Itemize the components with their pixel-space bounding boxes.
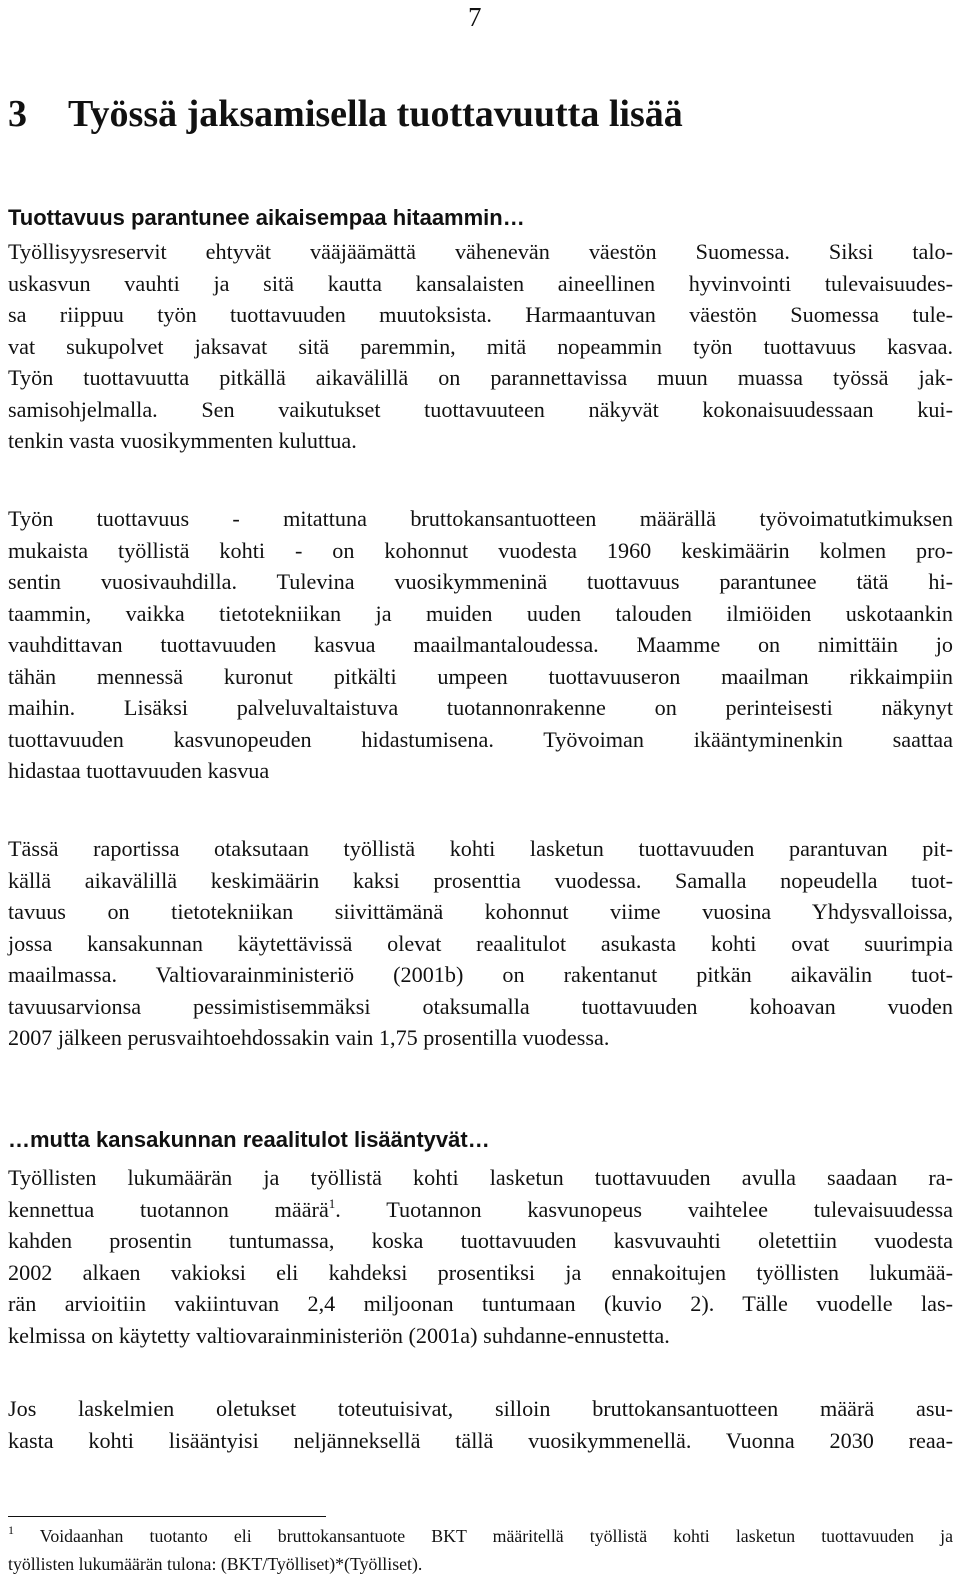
paragraph-2	[8, 503, 953, 787]
footnote-text: Voidaanhan tuotanto eli bruttokansantuote BKT määritellä työllistä kohti lasketun tuottavuuden ja	[14, 1526, 953, 1546]
footnote-reference[interactable]: 1	[328, 1195, 336, 1211]
paragraph-1	[8, 236, 953, 457]
paragraph-line: rän arvioitiin vakiintuvan 2,4 miljoonan tuntumaan (kuvio 2). Tälle vuodelle las-	[8, 1291, 953, 1316]
paragraph-line: tuottavuuden kasvunopeuden hidastumisena. Työvoiman ikääntyminenkin saattaa	[8, 726, 953, 752]
paragraph-line: Työllisyysreservit ehtyvät vääjäämättä vähenevän väestön Suomessa. Siksi talo-	[8, 239, 953, 264]
paragraph-line: Työllisten lukumäärän ja työllistä kohti lasketun tuottavuuden avulla saadaan ra-	[8, 1165, 953, 1190]
paragraph-line: taammin, vaikka tietotekniikan ja muiden uuden talouden ilmiöiden uskotaankin	[8, 600, 953, 626]
footnote	[8, 1522, 953, 1578]
chapter-number: 3	[8, 93, 27, 135]
paragraph-line: uskasvun vauhti ja sitä kautta kansalaisten aineellinen hyvinvointi tulevaisuudes-	[8, 270, 953, 296]
paragraph-5	[8, 1393, 953, 1456]
paragraph-line: maihin. Lisäksi palveluvaltaistuva tuotannonrakenne on perinteisesti näkynyt	[8, 695, 953, 720]
paragraph-line: maailmassa. Valtiovarainministeriö (2001b) on rakentanut pitkän aikavälin tuot-	[8, 962, 953, 987]
paragraph-4	[8, 1162, 953, 1351]
paragraph-line: Jos laskelmien oletukset toteutuisivat, silloin bruttokansantuotteen määrä asu-	[8, 1396, 953, 1421]
paragraph-line: samisohjelmalla. Sen vaikutukset tuottavuuteen näkyvät kokonaisuudessaan kui-	[8, 396, 953, 422]
chapter-title-text: Työssä jaksamisella tuottavuutta lisää	[68, 93, 683, 135]
paragraph-line: kahden prosentin tuntumassa, koska tuottavuuden kasvuvauhti oletettiin vuodesta	[8, 1228, 953, 1253]
line-text: kennettua tuotannon määrä	[8, 1196, 329, 1222]
section-heading-productivity: Tuottavuus parantunee aikaisempaa hitaammin…	[8, 205, 525, 230]
paragraph-line: Työn tuottavuus - mitattuna bruttokansantuotteen määrällä työvoimatutkimuksen	[8, 506, 953, 531]
section-heading-real-income: …mutta kansakunnan reaalitulot lisääntyvät…	[8, 1127, 490, 1152]
paragraph-line: Tässä raportissa otaksutaan työllistä kohti lasketun tuottavuuden parantuvan pit-	[8, 836, 953, 861]
paragraph-line: mukaista työllistä kohti - on kohonnut vuodesta 1960 keskimäärin kolmen pro-	[8, 537, 953, 563]
paragraph-line: källä aikavälillä keskimäärin kaksi prosenttia vuodessa. Samalla nopeudella tuot-	[8, 867, 953, 893]
paragraph-line-with-footnote	[8, 1194, 953, 1226]
footnote-divider	[8, 1516, 326, 1517]
chapter-title	[8, 92, 683, 136]
paragraph-line: jossa kansakunnan käytettävissä olevat reaalitulot asukasta kohti ovat suurimpia	[8, 930, 953, 956]
paragraph-line: tavuus on tietotekniikan siivittämänä kohonnut viime vuosina Yhdysvalloissa,	[8, 899, 953, 924]
footnote-line	[8, 1522, 953, 1550]
paragraph-line: vat sukupolvet jaksavat sitä paremmin, mitä nopeammin työn tuottavuus kasvaa.	[8, 333, 953, 359]
footnote-line: työllisten lukumäärän tulona: (BKT/Työlliset)*(Työlliset).	[8, 1554, 423, 1574]
paragraph-3	[8, 833, 953, 1054]
paragraph-line: kelmissa on käytetty valtiovarainministeriön (2001a) suhdanne-ennustetta.	[8, 1322, 670, 1348]
paragraph-line: 2007 jälkeen perusvaihtoehdossakin vain 1,75 prosentilla vuodessa.	[8, 1025, 610, 1050]
footnote-marker: 1	[8, 1523, 14, 1537]
paragraph-line: hidastaa tuottavuuden kasvua	[8, 758, 270, 783]
paragraph-line: tenkin vasta vuosikymmenten kuluttua.	[8, 428, 357, 453]
paragraph-line: vauhdittavan tuottavuuden kasvua maailmantaloudessa. Maamme on nimittäin jo	[8, 632, 953, 657]
paragraph-line: kasta kohti lisääntyisi neljänneksellä tällä vuosikymmenellä. Vuonna 2030 reaa-	[8, 1427, 953, 1453]
line-text: . Tuotannon kasvunopeus vaihtelee tulevaisuudessa	[335, 1196, 953, 1222]
paragraph-line: tavuusarvionsa pessimistisemmäksi otaksumalla tuottavuuden kohoavan vuoden	[8, 993, 953, 1019]
paragraph-line: tähän mennessä kuronut pitkälti umpeen tuottavuuseron maailman rikkaimpiin	[8, 663, 953, 689]
paragraph-line: 2002 alkaen vakioksi eli kahdeksi prosentiksi ja ennakoitujen työllisten lukumää-	[8, 1259, 953, 1285]
paragraph-line: sentin vuosivauhdilla. Tulevina vuosikymmeninä tuottavuus parantunee tätä hi-	[8, 569, 953, 594]
paragraph-line: sa riippuu työn tuottavuuden muutoksista. Harmaantuvan väestön Suomessa tule-	[8, 302, 953, 327]
page-number: 7	[468, 2, 482, 32]
paragraph-line: Työn tuottavuutta pitkällä aikavälillä on parannettavissa muun muassa työssä jak-	[8, 365, 953, 390]
